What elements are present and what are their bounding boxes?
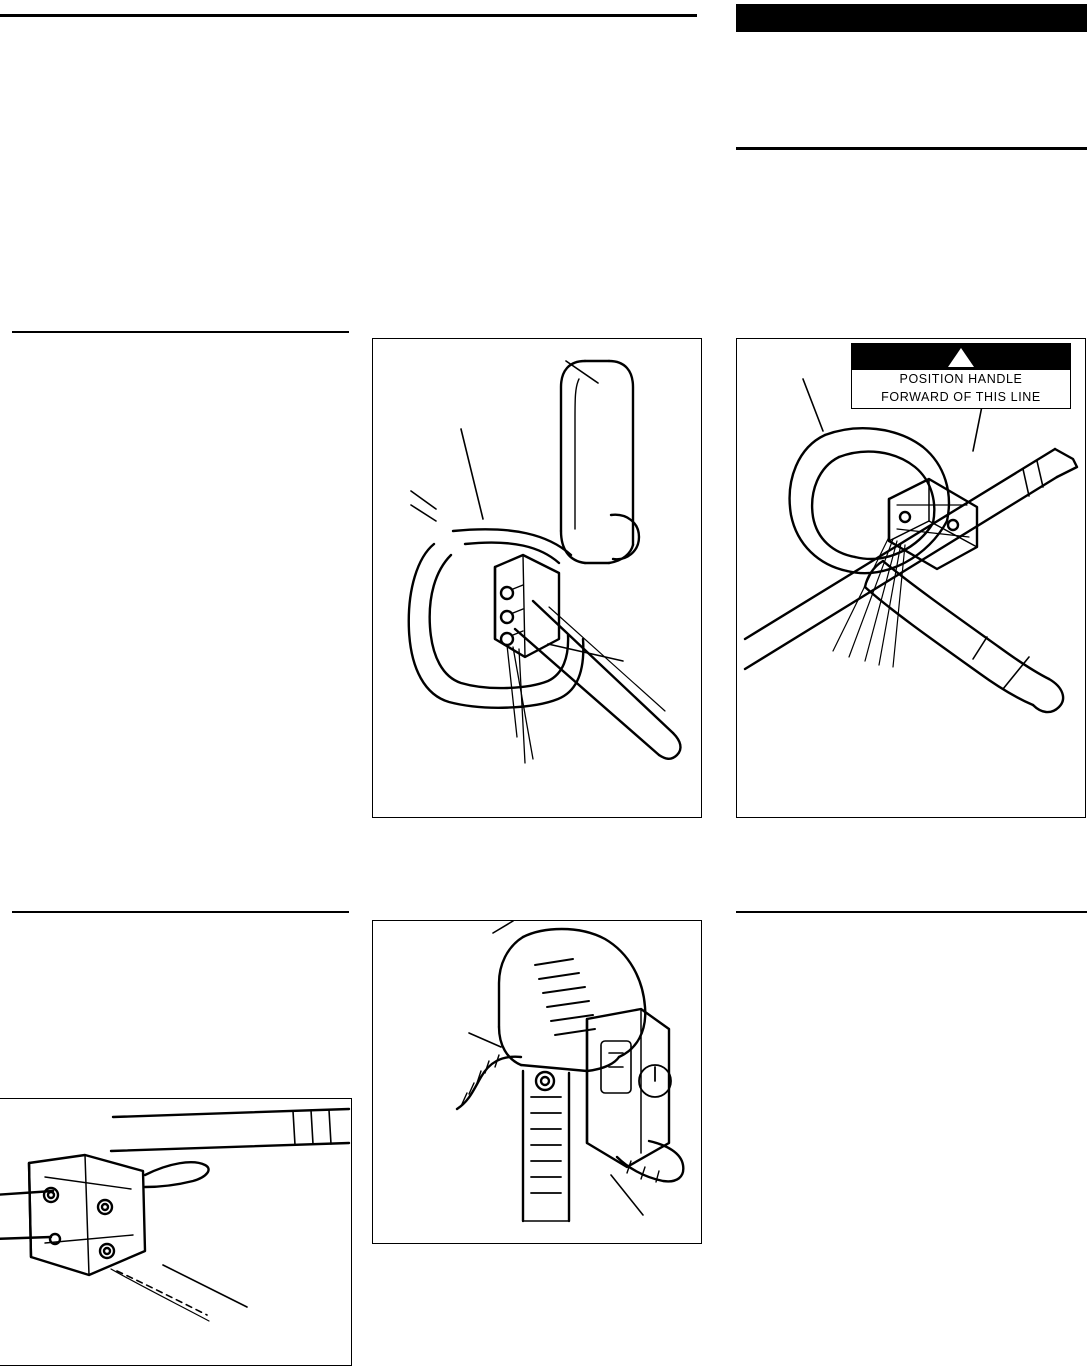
heading-underline (736, 147, 1087, 150)
leader-lines (411, 361, 623, 661)
leader-lines (163, 1265, 247, 1307)
throttle-control-figure (372, 920, 702, 1244)
handle-position-figure (736, 338, 1086, 818)
top-horizontal-rule (0, 14, 697, 17)
decal-black-band (852, 344, 1070, 370)
up-triangle-icon (948, 348, 974, 367)
shaft-clamp-figure (0, 1098, 352, 1366)
right-column-rule-lower (736, 911, 1087, 913)
left-column-rule-upper (12, 331, 349, 333)
position-handle-decal (851, 343, 1071, 409)
left-column-rule-lower (12, 911, 349, 913)
handle-assembly-figure (372, 338, 702, 818)
decal-line-2: FORWARD OF THIS LINE (881, 390, 1041, 404)
section-black-bar (736, 4, 1087, 32)
decal-line-1: POSITION HANDLE (899, 372, 1023, 386)
